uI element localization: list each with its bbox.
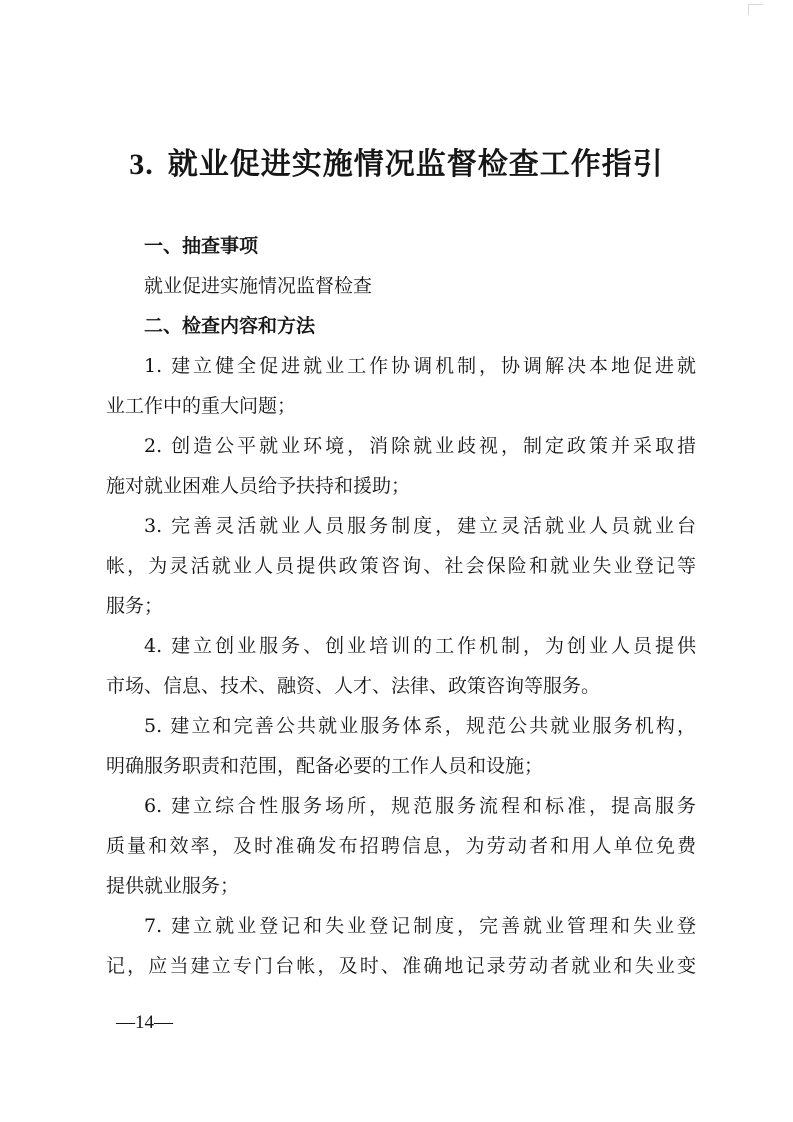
list-item-line: 7. 建立就业登记和失业登记制度，完善就业管理和失业登 <box>144 915 696 937</box>
list-item-line: 业工作中的重大问题； <box>106 395 297 417</box>
section-heading-1: 一、抽查事项 <box>144 235 259 257</box>
page-number: —14— <box>116 1012 173 1033</box>
list-item-6 <box>106 786 696 906</box>
document-body <box>106 226 696 986</box>
list-item-3 <box>106 506 696 626</box>
list-item-line: 6. 建立综合性服务场所，规范服务流程和标准，提高服务 <box>144 795 696 817</box>
list-item-line: 提供就业服务； <box>106 875 240 897</box>
list-item-7 <box>106 906 696 986</box>
list-item-4 <box>106 626 696 706</box>
list-item-line: 帐，为灵活就业人员提供政策咨询、社会保险和就业失业登记等 <box>106 555 696 577</box>
list-item-line: 5. 建立和完善公共就业服务体系，规范公共就业服务机构， <box>144 715 696 737</box>
list-item-line: 4. 建立创业服务、创业培训的工作机制，为创业人员提供 <box>144 635 696 657</box>
section-body-1: 就业促进实施情况监督检查 <box>144 275 373 297</box>
section-heading-2: 二、检查内容和方法 <box>144 315 316 337</box>
list-item-2 <box>106 426 696 506</box>
list-item-line: 服务； <box>106 595 164 617</box>
list-item-line: 记，应当建立专门台帐，及时、准确地记录劳动者就业和失业变 <box>106 955 696 977</box>
list-item-1 <box>106 346 696 426</box>
list-item-line: 市场、信息、技术、融资、人才、法律、政策咨询等服务。 <box>106 675 601 697</box>
title-text: 就业促进实施情况监督检查工作指引 <box>167 147 664 182</box>
title-number: 3. <box>129 148 154 181</box>
list-item-line: 明确服务职责和范围，配备必要的工作人员和设施； <box>106 755 544 777</box>
list-item-line: 2. 创造公平就业环境，消除就业歧视，制定政策并采取措 <box>144 435 696 457</box>
list-item-line: 3. 完善灵活就业人员服务制度，建立灵活就业人员就业台 <box>144 515 696 537</box>
list-item-5 <box>106 706 696 786</box>
page-title <box>0 143 793 187</box>
list-item-line: 质量和效率，及时准确发布招聘信息，为劳动者和用人单位免费 <box>106 835 696 857</box>
corner-mark <box>748 4 763 15</box>
list-item-line: 施对就业困难人员给予扶持和援助； <box>106 475 411 497</box>
list-item-line: 1. 建立健全促进就业工作协调机制，协调解决本地促进就 <box>144 355 696 377</box>
